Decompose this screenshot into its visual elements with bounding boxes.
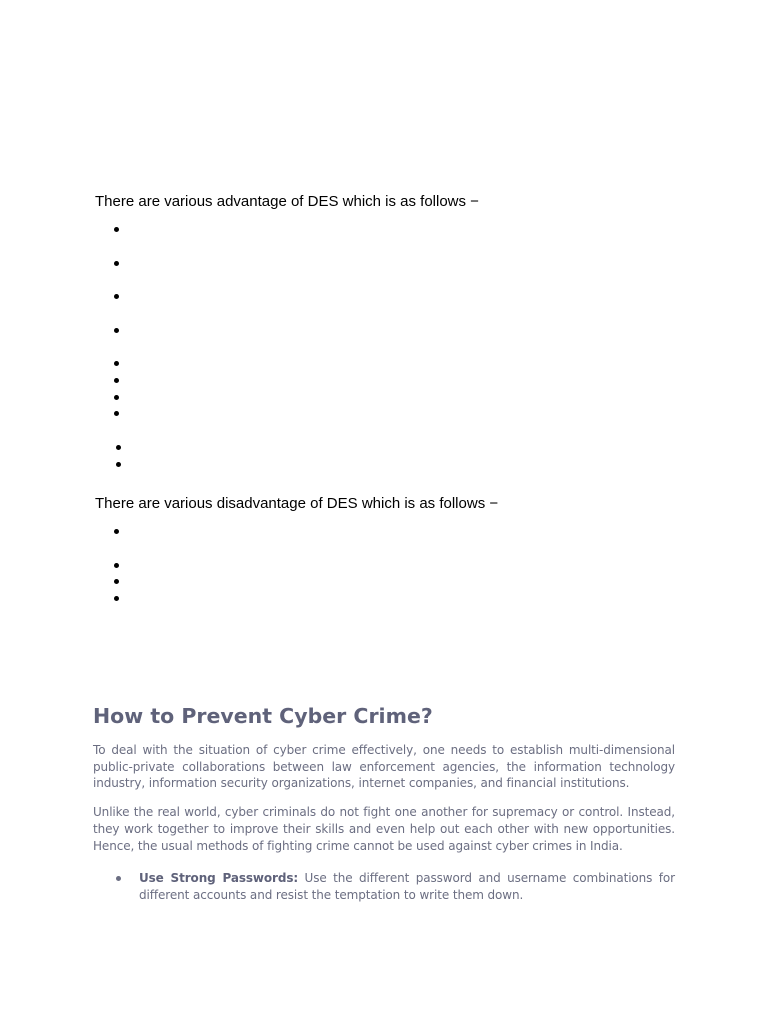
bullet [116,462,121,467]
bullet [114,563,119,568]
article-title: How to Prevent Cyber Crime? [93,704,433,728]
bullet [114,361,119,366]
bullet [114,378,119,383]
bullet [114,529,119,534]
bullet [114,261,119,266]
bullet [114,227,119,232]
bullet [114,579,119,584]
bullet [114,395,119,400]
bullet [114,411,119,416]
article-paragraph: Unlike the real world, cyber criminals do not fight one another for supremacy or control. Instead, they work together to improve their skills and even help out each other with new opportunities. Hence, the usual methods of fighting crime cannot be used against cyber crimes in India. [93,805,675,853]
tip-label: Use Strong Passwords: [139,871,299,886]
cyber-crime-article [93,702,675,904]
bullet [114,328,119,333]
des-disadvantages-heading: There are various disadvantage of DES which is as follows − [95,495,499,512]
des-advantages-heading: There are various advantage of DES which is as follows − [95,193,479,210]
bullet [114,294,119,299]
tip-text: Use the different password and username combinations for different accounts and resist the temptation to write them down. [139,871,675,902]
article-paragraph: To deal with the situation of cyber crime effectively, one needs to establish multi-dimensional public-private collaborations between law enforcement agencies, the information technology industry, information security organizations, internet companies, and financial institutions. [93,743,675,791]
tip-list-item [139,870,675,903]
bullet [116,876,121,881]
bullet [116,445,121,450]
bullet [114,596,119,601]
